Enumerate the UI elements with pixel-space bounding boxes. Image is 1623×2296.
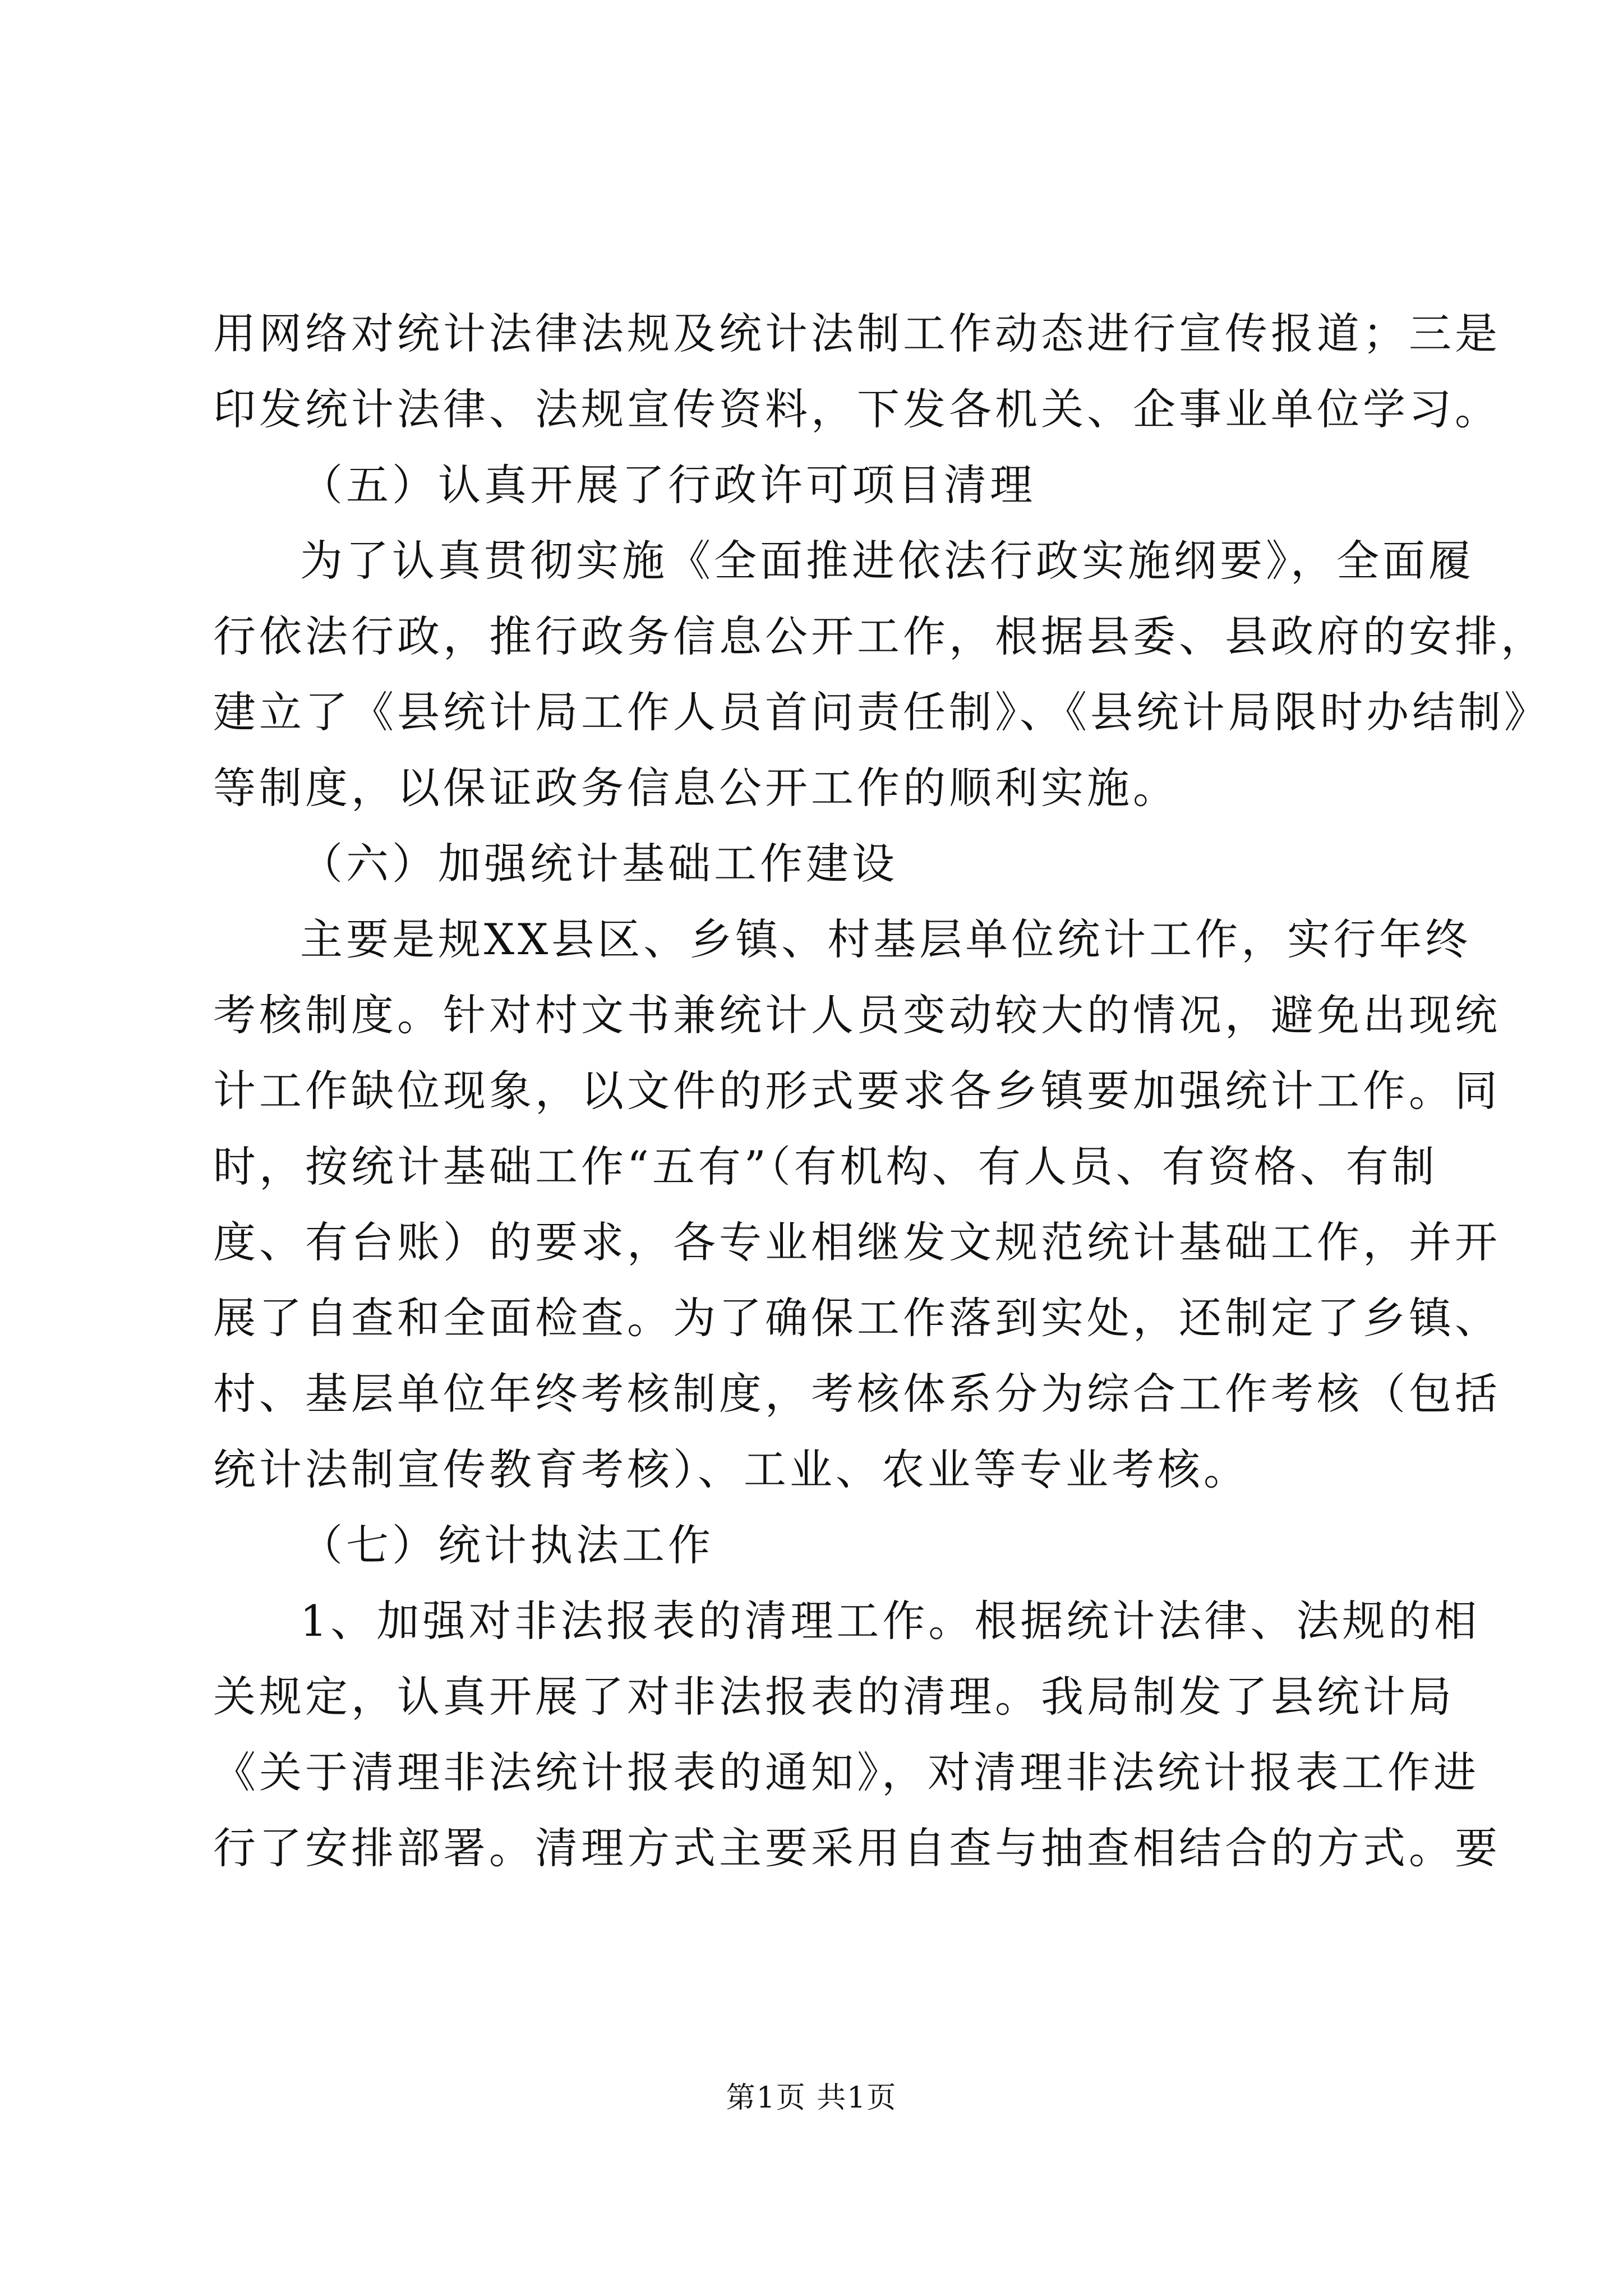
text-line: 考核制度。针对村文书兼统计人员变动较大的情况，避免出现统 <box>213 990 1501 1040</box>
text-line: 等制度，以保证政务信息公开工作的顺利实施。 <box>213 763 1179 813</box>
text-line: 1、加强对非法报表的清理工作。根据统计法律、法规的相 <box>300 1596 1481 1646</box>
text-line: 关规定，认真开展了对非法报表的清理。我局制发了县统计局 <box>213 1672 1455 1722</box>
section-heading: （五）认真开展了行政许可项目清理 <box>300 460 1036 510</box>
text-line: 村、基层单位年终考核制度，考核体系分为综合工作考核（包括 <box>213 1369 1501 1419</box>
text-line: 为了认真贯彻实施《全面推进依法行政实施纲要》，全面履 <box>300 536 1474 586</box>
section-heading: （七）统计执法工作 <box>300 1520 714 1570</box>
text-line: 度、有台账）的要求，各专业相继发文规范统计基础工作，并开 <box>213 1217 1501 1267</box>
text-line: 展了自查和全面检查。为了确保工作落到实处，还制定了乡镇、 <box>213 1293 1501 1343</box>
text-line: 行依法行政，推行政务信息公开工作，根据县委、县政府的安排， <box>213 611 1547 661</box>
text-line: 计工作缺位现象，以文件的形式要求各乡镇要加强统计工作。同 <box>213 1066 1501 1116</box>
text-line: 用网络对统计法律法规及统计法制工作动态进行宣传报道；三是 <box>213 309 1501 358</box>
text-line: 行了安排部署。清理方式主要采用自查与抽查相结合的方式。要 <box>213 1823 1501 1873</box>
text-line: 印发统计法律、法规宣传资料，下发各机关、企事业单位学习。 <box>213 384 1501 434</box>
text-line: 《关于清理非法统计报表的通知》，对清理非法统计报表工作进 <box>213 1747 1479 1797</box>
text-line: 建立了《县统计局工作人员首问责任制》、《县统计局限时办结制》 <box>213 687 1550 737</box>
text-line: 统计法制宣传教育考核）、工业、农业等专业考核。 <box>213 1444 1249 1494</box>
text-line: 主要是规XX县区、乡镇、村基层单位统计工作，实行年终 <box>300 914 1472 964</box>
section-heading: （六）加强统计基础工作建设 <box>300 839 898 889</box>
page-footer: 第1页 共1页 <box>726 2081 897 2115</box>
text-line: 时，按统计基础工作“五有”（有机构、有人员、有资格、有制 <box>213 1142 1438 1191</box>
